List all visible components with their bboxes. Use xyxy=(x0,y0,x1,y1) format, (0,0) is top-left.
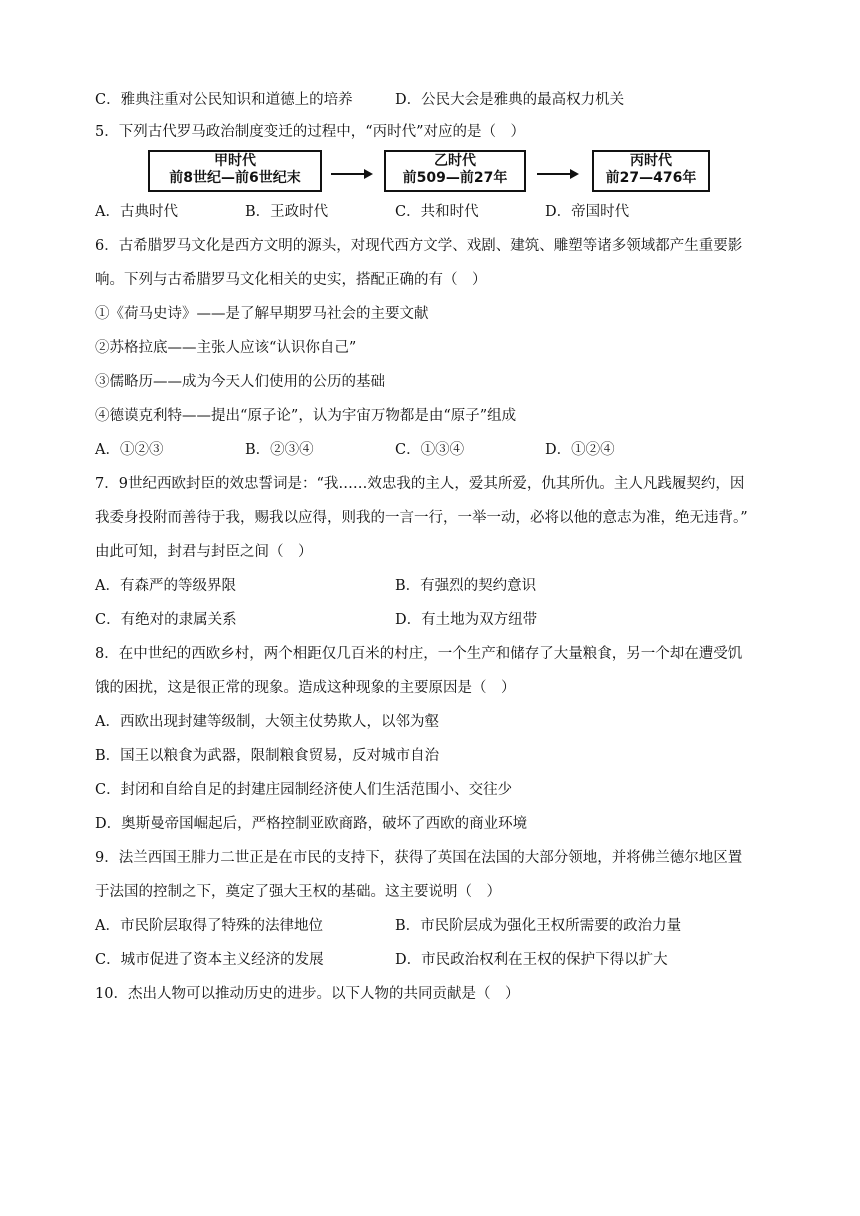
q9-option-a: A．市民阶层取得了特殊的法律地位 xyxy=(95,918,323,934)
era-name: 甲时代 xyxy=(214,153,256,169)
q6-item-4: ④德谟克利特——提出“原子论”，认为宇宙万物都是由“原子”组成 xyxy=(95,408,517,424)
q8-stem-line1: 8．在中世纪的西欧乡村，两个相距仅几百米的村庄，一个生产和储存了大量粮食，另一个却在遭受饥 xyxy=(95,646,743,662)
era-period: 前8世纪—前6世纪末 xyxy=(169,170,301,186)
q7-stem-line2: 我委身投附而善待于我，赐我以应得，则我的一言一行，一举一动，必将以他的意志为准，绝无违背。” xyxy=(95,510,748,526)
q8-option-b: B．国王以粮食为武器，限制粮食贸易，反对城市自治 xyxy=(95,748,440,764)
q8-option-d: D．奥斯曼帝国崛起后，严格控制亚欧商路，破坏了西欧的商业环境 xyxy=(95,816,528,832)
q5-stem: 5．下列古代罗马政治制度变迁的过程中，“丙时代”对应的是（ ） xyxy=(95,124,526,140)
era-period: 前27—476年 xyxy=(605,170,697,186)
q7-option-a: A．有森严的等级界限 xyxy=(95,578,236,594)
q5-option-b: B．王政时代 xyxy=(245,204,329,220)
arrow-icon xyxy=(537,173,577,175)
era-box-jia xyxy=(148,150,322,192)
q7-option-d: D．有土地为双方纽带 xyxy=(395,612,538,628)
q9-option-b: B．市民阶层成为强化王权所需要的政治力量 xyxy=(395,918,682,934)
era-period: 前509—前27年 xyxy=(402,170,508,186)
q8-option-c: C．封闭和自给自足的封建庄园制经济使人们生活范围小、交往少 xyxy=(95,782,513,798)
q6-option-b: B．②③④ xyxy=(245,442,314,458)
q9-option-d: D．市民政治权利在王权的保护下得以扩大 xyxy=(395,952,668,968)
q5-option-d: D．帝国时代 xyxy=(545,204,630,220)
q6-item-3: ③儒略历——成为今天人们使用的公历的基础 xyxy=(95,374,385,390)
q4-option-d: D．公民大会是雅典的最高权力机关 xyxy=(395,92,625,108)
q9-stem-line1: 9．法兰西国王腓力二世正是在市民的支持下，获得了英国在法国的大部分领地，并将佛兰德尔地区置 xyxy=(95,850,743,866)
q9-option-c: C．城市促进了资本主义经济的发展 xyxy=(95,952,324,968)
q6-item-1: ①《荷马史诗》——是了解早期罗马社会的主要文献 xyxy=(95,306,429,322)
q6-stem-line2: 响。下列与古希腊罗马文化相关的史实，搭配正确的有（ ） xyxy=(95,272,487,288)
q6-item-2: ②苏格拉底——主张人应该“认识你自己” xyxy=(95,340,357,356)
q5-option-a: A．古典时代 xyxy=(95,204,178,220)
era-box-yi xyxy=(384,150,526,192)
q6-stem-line1: 6．古希腊罗马文化是西方文明的源头，对现代西方文学、戏剧、建筑、雕塑等诸多领域都产生重要影 xyxy=(95,238,743,254)
q8-option-a: A．西欧出现封建等级制，大领主仗势欺人，以邻为壑 xyxy=(95,714,439,730)
q7-stem-line1: 7．9世纪西欧封臣的效忠誓词是：“我……效忠我的主人，爱其所爱，仇其所仇。主人凡践履契约，因 xyxy=(95,476,745,492)
q6-option-d: D．①②④ xyxy=(545,442,615,458)
arrow-icon xyxy=(331,173,371,175)
q6-option-c: C．①③④ xyxy=(395,442,465,458)
q6-option-a: A．①②③ xyxy=(95,442,164,458)
era-box-bing xyxy=(592,150,710,192)
era-name: 丙时代 xyxy=(630,153,672,169)
era-name: 乙时代 xyxy=(434,153,476,169)
q7-option-c: C．有绝对的隶属关系 xyxy=(95,612,237,628)
q9-stem-line2: 于法国的控制之下，奠定了强大王权的基础。这主要说明（ ） xyxy=(95,884,501,900)
q10-stem: 10．杰出人物可以推动历史的进步。以下人物的共同贡献是（ ） xyxy=(95,986,520,1002)
q7-stem-line3: 由此可知，封君与封臣之间（ ） xyxy=(95,544,313,560)
q8-stem-line2: 饿的困扰，这是很正常的现象。造成这种现象的主要原因是（ ） xyxy=(95,680,516,696)
q7-option-b: B．有强烈的契约意识 xyxy=(395,578,537,594)
q4-option-c: C．雅典注重对公民知识和道德上的培养 xyxy=(95,92,353,108)
q5-option-c: C．共和时代 xyxy=(395,204,479,220)
